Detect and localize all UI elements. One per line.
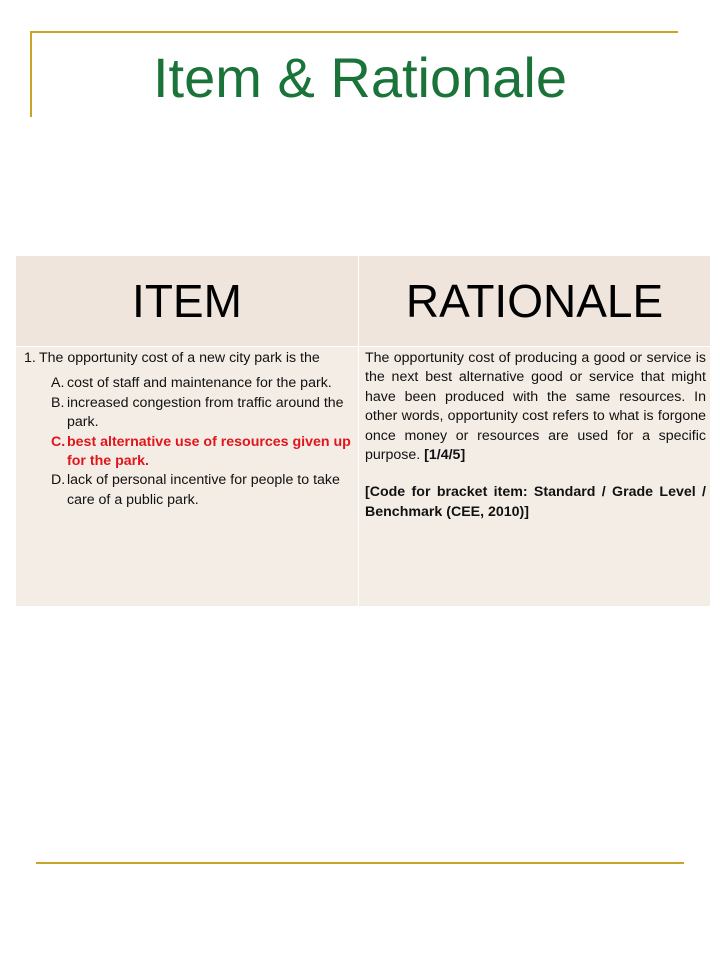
item-rationale-table [16,256,710,606]
option-letter: D. [51,472,66,489]
bottom-divider [36,862,684,864]
header-rationale: RATIONALE [359,256,710,346]
option-letter: C. [51,433,66,450]
option-text: lack of personal incentive for people to take care of a public park. [67,472,340,508]
rationale-text: The opportunity cost of producing a good or service is the next best alternative good or service that might have been produced with the same resources. In other words, opportunity cost refers to what is forgone once money or resources are used for a specific purpose. [365,350,706,464]
option-letter: A. [51,375,65,392]
rationale-cell [359,346,710,606]
rationale-code-note: [Code for bracket item: Standard / Grade Level / Benchmark (CEE, 2010)] [365,484,706,520]
option-letter: B. [51,394,65,411]
option-a [51,374,352,393]
question [24,349,352,368]
option-text: cost of staff and maintenance for the park. [67,375,332,392]
rationale-paragraph [365,349,706,465]
header-item: ITEM [16,256,359,346]
answer-options [24,374,352,510]
option-text: increased congestion from traffic around the park. [67,394,344,431]
question-text: The opportunity cost of a new city park is the [39,350,320,366]
rationale-reference: [1/4/5] [424,447,466,464]
option-c-correct [51,433,352,472]
option-d [51,471,352,510]
option-text: best alternative use of resources given up for the park. [67,433,351,470]
question-number: 1. [24,350,36,366]
item-cell [16,346,359,606]
slide-title: Item & Rationale [153,46,567,109]
option-b [51,394,352,433]
top-divider [30,31,678,33]
